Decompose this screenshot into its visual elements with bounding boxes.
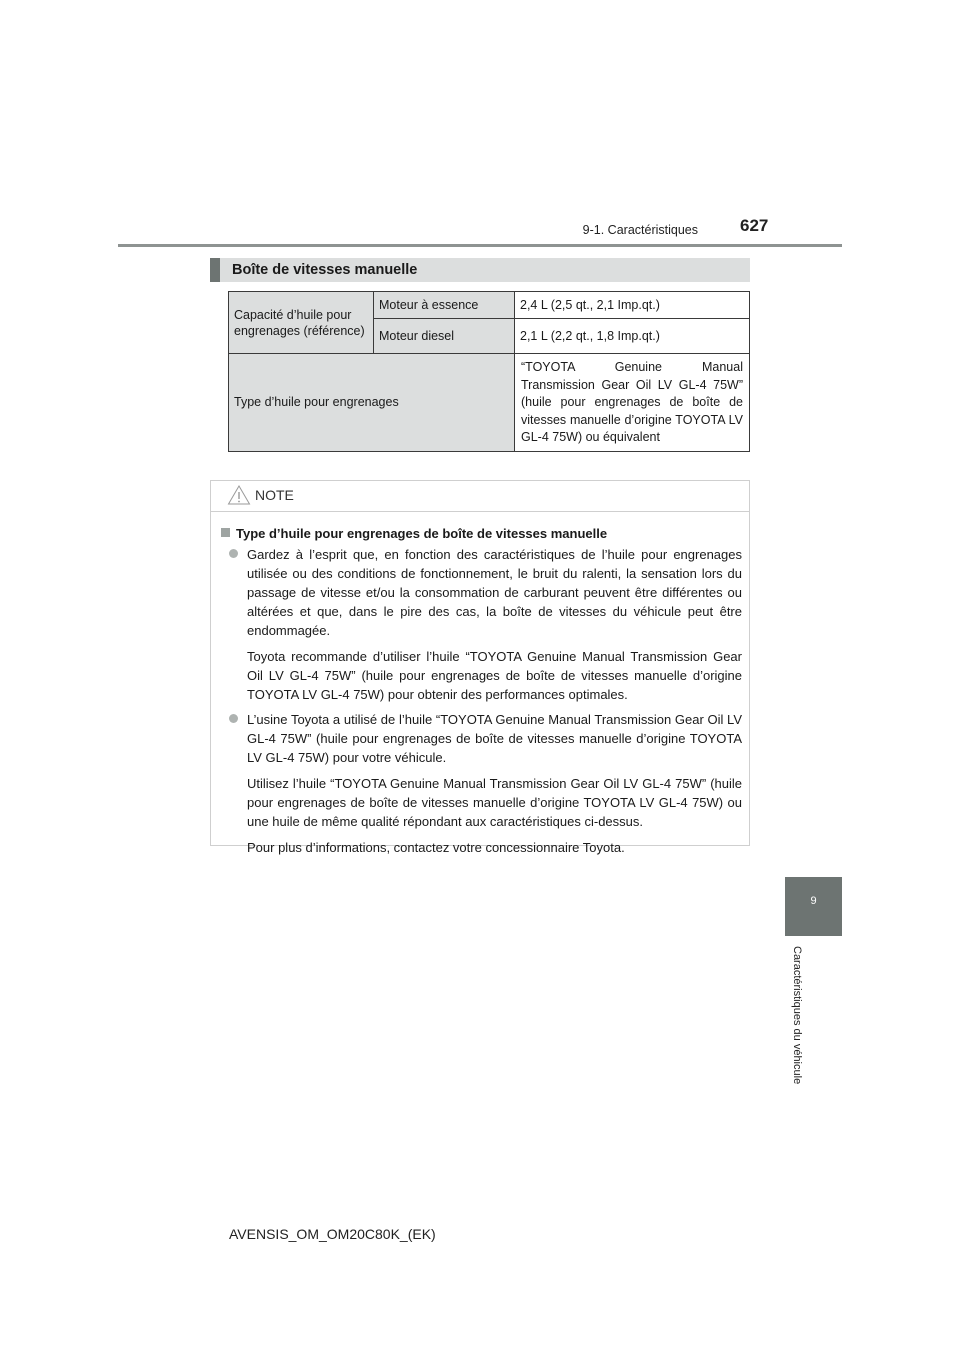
- note-label: NOTE: [255, 487, 294, 503]
- paragraph: Utilisez l’huile “TOYOTA Genuine Manual Transmission Gear Oil LV GL-4 75W” (huile pour engrenages de boîte de vitesses manuelle d’origine TOYOTA LV GL-4 75W) ou une huile de même qualité répondant aux caractéristiques ci-dessus.: [247, 776, 742, 829]
- bullet-dot-icon: [229, 714, 238, 723]
- oil-type-value-cell: “TOYOTA Genuine Manual Transmission Gear Oil LV GL-4 75W” (huile pour engrenages de boîte de vitesses manuelle d’origine TOYOTA LV GL-4 75W) ou équivalent: [515, 354, 750, 452]
- chapter-tab-number: 9: [785, 877, 842, 936]
- spec-table: [228, 291, 750, 452]
- chapter-tab-label: Caractéristiques du véhicule: [791, 946, 803, 1085]
- note-subtitle-text: Type d’huile pour engrenages de boîte de vitesses manuelle: [236, 526, 608, 541]
- bullet-dot-icon: [229, 549, 238, 558]
- value-cell: 2,1 L (2,2 qt., 1,8 Imp.qt.): [515, 319, 750, 354]
- header-section-title: 9-1. Caractéristiques: [582, 223, 698, 237]
- note-header: [211, 481, 749, 512]
- list-item: [219, 545, 742, 640]
- oil-type-label-cell: Type d’huile pour engrenages: [229, 354, 515, 452]
- value-cell: 2,4 L (2,5 qt., 2,1 Imp.qt.): [515, 292, 750, 319]
- engine-cell: Moteur diesel: [374, 319, 515, 354]
- paragraph: Toyota recommande d’utiliser l’huile “TOYOTA Genuine Manual Transmission Gear Oil LV GL-4 75W” (huile pour engrenages de boîte de vitesses manuelle d’origine TOYOTA LV GL-4 75W) pour obtenir des performances optimales.: [247, 649, 742, 702]
- header-divider: [118, 244, 842, 247]
- note-subtitle: [219, 524, 742, 543]
- square-bullet-icon: [221, 528, 230, 537]
- list-item: [219, 710, 742, 767]
- page-number: 627: [740, 216, 769, 235]
- section-heading: Boîte de vitesses manuelle: [210, 258, 750, 282]
- table-row: [229, 292, 750, 319]
- document-footer: AVENSIS_OM_OM20C80K_(EK): [229, 1226, 436, 1242]
- warning-icon: [227, 484, 251, 506]
- engine-cell: Moteur à essence: [374, 292, 515, 319]
- note-box: [210, 480, 750, 855]
- note-body: [211, 512, 749, 857]
- paragraph: Pour plus d’informations, contactez votre concessionnaire Toyota.: [247, 840, 625, 855]
- bullet-text: Gardez à l’esprit que, en fonction des caractéristiques de l’huile pour engrenages utilisée ou des conditions de fonctionnement, le bruit du ralenti, la sensation lors du passage de vitesse et/ou la consommation de carburant peuvent être différentes ou altérées et que, dans le pire des cas, la boîte de vitesses du véhicule peut être endommagée.: [247, 547, 742, 638]
- bullet-text: L’usine Toyota a utilisé de l’huile “TOYOTA Genuine Manual Transmission Gear Oil LV GL-4 75W” (huile pour engrenages de boîte de vitesses manuelle d’origine TOYOTA LV GL-4 75W) pour votre véhicule.: [247, 712, 742, 765]
- capacity-label-cell: Capacité d’huile pour engrenages (référence): [229, 292, 374, 354]
- table-row: [229, 354, 750, 452]
